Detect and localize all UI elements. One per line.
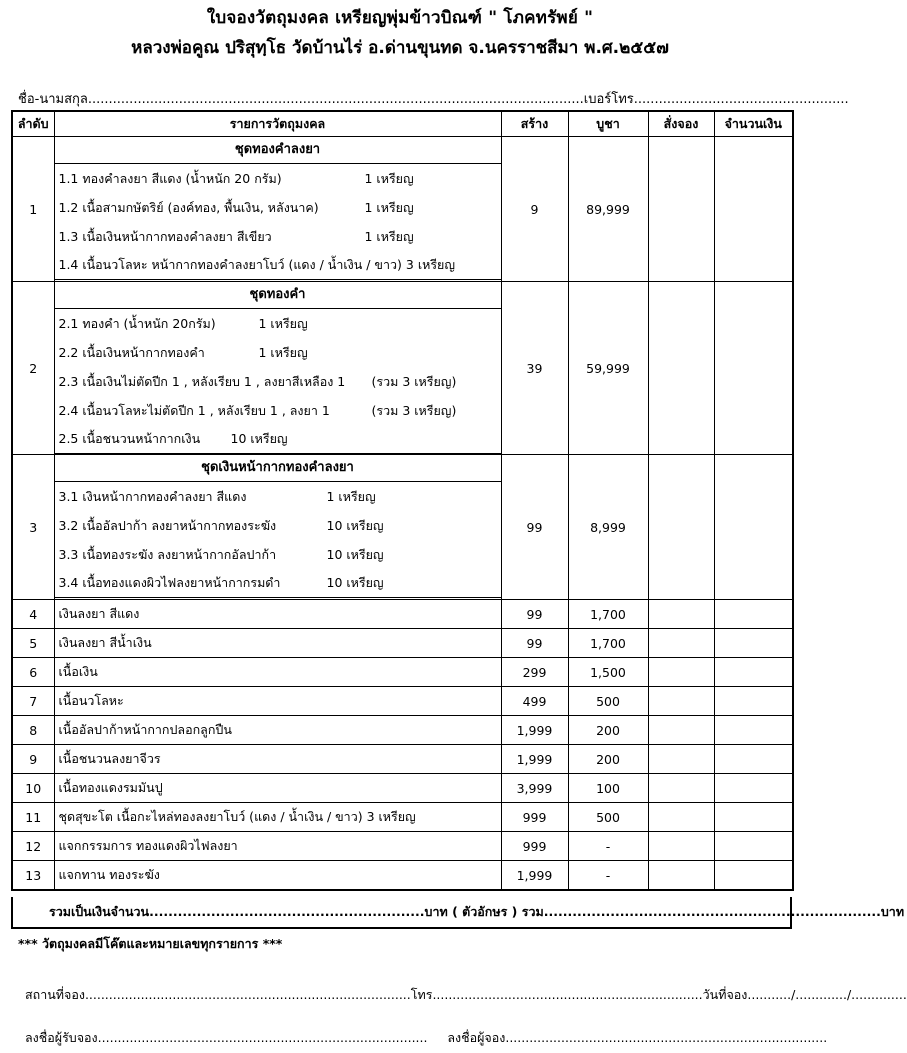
row-no: 12 bbox=[12, 832, 54, 861]
list-item: 3.1 เงินหน้ากากทองคำลงยา สีแดง 1 เหรียญ bbox=[58, 488, 376, 504]
col-header-item: รายการวัตถุมงคล bbox=[54, 111, 501, 137]
item-name: เนื้อนวโลหะ bbox=[54, 687, 501, 716]
create-value: 99 bbox=[501, 600, 568, 629]
price-value: 1,700 bbox=[568, 629, 648, 658]
list-item: 1.1 ทองคำลงยา สีแดง (น้ำหนัก 20 กรัม) 1 เหรียญ bbox=[58, 170, 414, 186]
item-name: เนื้อทองแดงรมมันปู bbox=[54, 774, 501, 803]
total-label: รวมเป็นเงินจำนวน bbox=[49, 904, 150, 919]
place-label: สถานที่จอง bbox=[25, 987, 85, 1002]
create-value: 999 bbox=[501, 832, 568, 861]
order-cell[interactable] bbox=[648, 629, 714, 658]
create-value: 1,999 bbox=[501, 716, 568, 745]
group-title: ชุดทองคำ bbox=[55, 282, 502, 309]
place-field[interactable]: .................................................................................. bbox=[84, 987, 411, 1002]
create-value: 299 bbox=[501, 658, 568, 687]
col-header-price: บูชา bbox=[568, 111, 648, 137]
group-cell bbox=[54, 282, 501, 455]
tel-label: โทร bbox=[410, 987, 433, 1002]
list-item: 2.1 ทองคำ (น้ำหนัก 20กรัม) 1 เหรียญ bbox=[58, 315, 308, 331]
list-item: 2.3 เนื้อเงินไม่ตัดปีก 1 , หลังเรียบ 1 , ลงยาสีเหลือง 1 (รวม 3 เหรียญ) bbox=[58, 373, 457, 389]
signature-line bbox=[25, 1028, 828, 1048]
order-cell[interactable] bbox=[648, 687, 714, 716]
create-value: 1,999 bbox=[501, 861, 568, 891]
item-name: แจกทาน ทองระฆัง bbox=[54, 861, 501, 891]
order-cell[interactable] bbox=[648, 774, 714, 803]
table-row-group-1 bbox=[12, 137, 793, 282]
item-name: แจกกรรมการ ทองแดงผิวไฟลงยา bbox=[54, 832, 501, 861]
amount-cell[interactable] bbox=[714, 716, 793, 745]
order-cell[interactable] bbox=[648, 745, 714, 774]
create-value: 39 bbox=[501, 282, 568, 455]
receiver-label: ลงชื่อผู้รับจอง bbox=[25, 1030, 98, 1045]
order-cell[interactable] bbox=[648, 455, 714, 600]
row-no: 6 bbox=[12, 658, 54, 687]
create-value: 99 bbox=[501, 629, 568, 658]
order-table bbox=[11, 110, 794, 891]
order-cell[interactable] bbox=[648, 861, 714, 891]
table-row bbox=[12, 658, 793, 687]
receiver-signature-field[interactable]: ................................................................................... bbox=[97, 1030, 428, 1045]
date-field[interactable]: .........../............./.............. bbox=[747, 987, 907, 1002]
row-no: 9 bbox=[12, 745, 54, 774]
item-name: เนื้อเงิน bbox=[54, 658, 501, 687]
order-cell[interactable] bbox=[648, 600, 714, 629]
table-row bbox=[12, 600, 793, 629]
baht-label: บาท bbox=[424, 904, 448, 919]
table-row bbox=[12, 774, 793, 803]
price-value: 100 bbox=[568, 774, 648, 803]
table-row bbox=[12, 861, 793, 891]
amount-cell[interactable] bbox=[714, 803, 793, 832]
amount-cell[interactable] bbox=[714, 629, 793, 658]
order-cell[interactable] bbox=[648, 658, 714, 687]
row-no: 11 bbox=[12, 803, 54, 832]
amount-cell[interactable] bbox=[714, 658, 793, 687]
col-header-no: ลำดับ bbox=[12, 111, 54, 137]
amount-cell[interactable] bbox=[714, 455, 793, 600]
table-row bbox=[12, 716, 793, 745]
row-no: 4 bbox=[12, 600, 54, 629]
item-name: ชุดสุขะโต เนื้อกะไหล่ทองลงยาโบว์ (แดง / น้ำเงิน / ขาว) 3 เหรียญ bbox=[54, 803, 501, 832]
group-cell bbox=[54, 455, 501, 600]
create-value: 99 bbox=[501, 455, 568, 600]
price-value: 1,500 bbox=[568, 658, 648, 687]
row-no: 13 bbox=[12, 861, 54, 891]
amount-cell[interactable] bbox=[714, 774, 793, 803]
list-item: 2.2 เนื้อเงินหน้ากากทองคำ 1 เหรียญ bbox=[58, 344, 308, 360]
table-row-group-2 bbox=[12, 282, 793, 455]
phone-label: เบอร์โทร bbox=[583, 92, 634, 107]
row-no: 2 bbox=[12, 282, 54, 455]
row-no: 8 bbox=[12, 716, 54, 745]
amount-cell[interactable] bbox=[714, 745, 793, 774]
create-value: 499 bbox=[501, 687, 568, 716]
group-title: ชุดทองคำลงยา bbox=[55, 137, 502, 164]
price-value: 500 bbox=[568, 803, 648, 832]
form-title: ใบจองวัตถุมงคล เหรียญพุ่มข้าวบิณฑ์ " โภคทรัพย์ " bbox=[206, 8, 594, 28]
amount-cell[interactable] bbox=[714, 282, 793, 455]
row-no: 3 bbox=[12, 455, 54, 600]
table-header-row bbox=[12, 111, 793, 137]
name-label: ชื่อ-นามสกุล bbox=[18, 92, 88, 107]
row-no: 10 bbox=[12, 774, 54, 803]
price-value: 59,999 bbox=[568, 282, 648, 455]
order-cell[interactable] bbox=[648, 282, 714, 455]
name-field[interactable]: ........................................................................................................................ bbox=[87, 92, 584, 107]
col-header-order: สั่งจอง bbox=[648, 111, 714, 137]
tel-field[interactable]: .................................................................... bbox=[432, 987, 703, 1002]
list-item: 2.5 เนื้อชนวนหน้ากากเงิน 10 เหรียญ bbox=[58, 431, 288, 446]
list-item: 3.3 เนื้อทองระฆัง ลงยาหน้ากากอัลปาก้า 10 เหรียญ bbox=[58, 546, 384, 562]
baht-label-2: บาท bbox=[880, 904, 905, 919]
table-row bbox=[12, 745, 793, 774]
form-subtitle: หลวงพ่อคูณ ปริสุทฺโธ วัดบ้านไร่ อ.ด่านขุนทด จ.นครราชสีมา พ.ศ.๒๕๕๗ bbox=[131, 38, 669, 58]
amount-cell[interactable] bbox=[714, 687, 793, 716]
total-row bbox=[11, 897, 905, 929]
price-value: - bbox=[568, 832, 648, 861]
order-cell[interactable] bbox=[648, 832, 714, 861]
group-cell bbox=[54, 137, 501, 282]
list-item: 1.3 เนื้อเงินหน้ากากทองคำลงยา สีเขียว 1 เหรียญ bbox=[58, 228, 414, 244]
table-row bbox=[12, 803, 793, 832]
table-row bbox=[12, 832, 793, 861]
row-no: 5 bbox=[12, 629, 54, 658]
price-value: 200 bbox=[568, 745, 648, 774]
row-no: 1 bbox=[12, 137, 54, 282]
booker-label: ลงชื่อผู้จอง bbox=[447, 1030, 506, 1045]
booker-signature-field[interactable]: ................................................................................. bbox=[505, 1030, 828, 1045]
total-amount-field[interactable]: .......................................................... bbox=[149, 904, 425, 919]
row-no: 7 bbox=[12, 687, 54, 716]
amount-cell[interactable] bbox=[714, 832, 793, 861]
item-name: เงินลงยา สีแดง bbox=[54, 600, 501, 629]
create-value: 3,999 bbox=[501, 774, 568, 803]
place-line bbox=[25, 985, 907, 1005]
words-label: ( ตัวอักษร ) รวม bbox=[452, 904, 544, 919]
col-header-create: สร้าง bbox=[501, 111, 568, 137]
list-item: 2.4 เนื้อนวโลหะไม่ตัดปีก 1 , หลังเรียบ 1 , ลงยา 1 (รวม 3 เหรียญ) bbox=[58, 402, 457, 418]
col-header-amount: จำนวนเงิน bbox=[714, 111, 793, 137]
item-name: เนื้อชนวนลงยาจีวร bbox=[54, 745, 501, 774]
price-value: 89,999 bbox=[568, 137, 648, 282]
note-text: *** วัตถุมงคลมีโค๊ตและหมายเลขทุกรายการ *** bbox=[18, 936, 283, 951]
group-title: ชุดเงินหน้ากากทองคำลงยา bbox=[55, 455, 502, 482]
create-value: 999 bbox=[501, 803, 568, 832]
item-name: เงินลงยา สีน้ำเงิน bbox=[54, 629, 501, 658]
date-label: วันที่จอง bbox=[702, 987, 748, 1002]
list-item: 3.2 เนื้ออัลปาก้า ลงยาหน้ากากทองระฆัง 10 เหรียญ bbox=[58, 517, 384, 533]
order-cell[interactable] bbox=[648, 716, 714, 745]
table-row bbox=[12, 629, 793, 658]
price-value: 8,999 bbox=[568, 455, 648, 600]
amount-cell[interactable] bbox=[714, 137, 793, 282]
name-phone-line bbox=[18, 88, 849, 109]
item-name: เนื้ออัลปาก้าหน้ากากปลอกลูกปืน bbox=[54, 716, 501, 745]
amount-cell[interactable] bbox=[714, 861, 793, 891]
create-value: 1,999 bbox=[501, 745, 568, 774]
amount-cell[interactable] bbox=[714, 600, 793, 629]
price-value: - bbox=[568, 861, 648, 891]
price-value: 500 bbox=[568, 687, 648, 716]
create-value: 9 bbox=[501, 137, 568, 282]
table-row bbox=[12, 687, 793, 716]
phone-field[interactable]: .................................................... bbox=[633, 92, 849, 107]
order-cell[interactable] bbox=[648, 803, 714, 832]
price-value: 200 bbox=[568, 716, 648, 745]
total-words-field[interactable]: ....................................................................... bbox=[543, 904, 881, 919]
table-row-group-3 bbox=[12, 455, 793, 600]
list-item: 1.2 เนื้อสามกษัตริย์ (องค์ทอง, พื้นเงิน, หลังนาค) 1 เหรียญ bbox=[58, 199, 414, 215]
order-cell[interactable] bbox=[648, 137, 714, 282]
list-item: 3.4 เนื้อทองแดงผิวไฟลงยาหน้ากากรมดำ 10 เหรียญ bbox=[58, 575, 384, 590]
price-value: 1,700 bbox=[568, 600, 648, 629]
list-item: 1.4 เนื้อนวโลหะ หน้ากากทองคำลงยาโบว์ (แดง / น้ำเงิน / ขาว) 3 เหรียญ bbox=[58, 257, 456, 272]
